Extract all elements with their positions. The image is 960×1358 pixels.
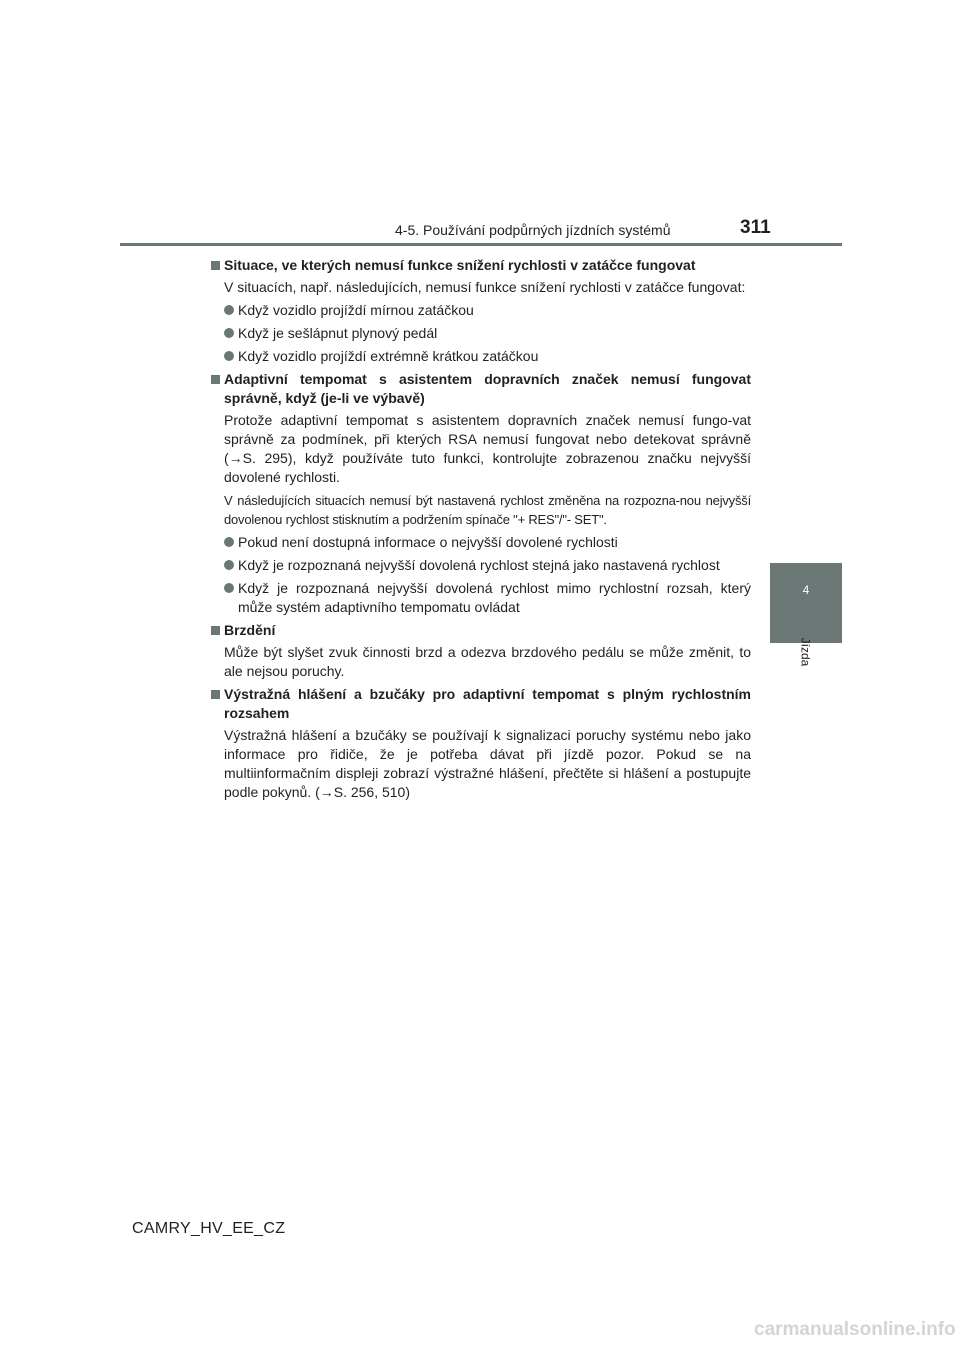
section-heading	[211, 685, 751, 723]
list-item	[211, 347, 751, 366]
chapter-label-text: Jízda	[798, 637, 812, 667]
section-heading	[211, 621, 751, 640]
chapter-number: 4	[802, 583, 810, 597]
list-item-text: Když je rozpoznaná nejvyšší dovolená rychlost mimo rychlostní rozsah, který může systém adaptivního tempomatu ovládat	[238, 580, 751, 615]
heading-text: Situace, ve kterých nemusí funkce snížení rychlosti v zatáčce fungovat	[224, 257, 696, 273]
list-item-text: Když je sešlápnut plynový pedál	[238, 325, 438, 341]
list-item	[211, 533, 751, 552]
list-item-text: Pokud není dostupná informace o nejvyšší dovolené rychlosti	[238, 534, 618, 550]
paragraph: V situacích, např. následujících, nemusí funkce snížení rychlosti v zatáčce fungovat:	[224, 279, 746, 295]
list-item	[211, 579, 751, 617]
bullet-dot-icon	[224, 305, 234, 315]
bullet-dot-icon	[224, 537, 234, 547]
paragraph: Protože adaptivní tempomat s asistentem dopravních značek nemusí fungo-vat správně za podmínek, při kterých RSA nemusí fungovat nebo detekovat správně (→S. 295), když používáte tuto funkci, kontrolujte zobrazenou značku nejvyšší dovolené rychlosti.	[224, 412, 751, 485]
section-title: 4-5. Používání podpůrných jízdních systémů	[395, 222, 671, 238]
footer-code: CAMRY_HV_EE_CZ	[132, 1220, 286, 1237]
heading-square-icon	[211, 626, 220, 635]
watermark: carmanualsonline.info	[754, 1319, 956, 1340]
main-content	[211, 252, 751, 802]
heading-square-icon	[211, 261, 220, 270]
list-item-text: Když je rozpoznaná nejvyšší dovolená rychlost stejná jako nastavená rychlost	[238, 557, 720, 573]
header-divider	[120, 243, 842, 246]
list-item-text: Když vozidlo projíždí extrémně krátkou zatáčkou	[238, 348, 539, 364]
heading-text: Brzdění	[224, 622, 276, 638]
bullet-dot-icon	[224, 560, 234, 570]
heading-text: Adaptivní tempomat s asistentem dopravních značek nemusí fungovat správně, když (je-li ve výbavě)	[224, 371, 751, 406]
chapter-tab	[770, 563, 842, 643]
page-number: 311	[740, 217, 771, 238]
section-heading	[211, 370, 751, 408]
heading-square-icon	[211, 690, 220, 699]
paragraph: Výstražná hlášení a bzučáky se používají k signalizaci poruchy systému nebo jako informace pro řidiče, že je potřeba dávat při jízdě pozor. Pokud se na multiinformačním displeji zobrazí výstražné hlášení, přečtěte si hlášení a postupujte podle pokynů. (→S. 256, 510)	[224, 727, 751, 800]
chapter-label	[795, 634, 815, 670]
bullet-dot-icon	[224, 328, 234, 338]
heading-text: Výstražná hlášení a bzučáky pro adaptivní tempomat s plným rychlostním rozsahem	[224, 686, 751, 721]
bullet-dot-icon	[224, 583, 234, 593]
paragraph: Může být slyšet zvuk činnosti brzd a odezva brzdového pedálu se může změnit, to ale nejsou poruchy.	[224, 644, 751, 679]
section-heading	[211, 256, 751, 275]
bullet-dot-icon	[224, 351, 234, 361]
list-item	[211, 301, 751, 320]
paragraph: V následujících situacích nemusí být nastavená rychlost změněna na rozpozna-nou nejvyšší dovolenou rychlost stisknutím a podržením spínače "+ RES"/"- SET".	[224, 493, 751, 527]
list-item	[211, 556, 751, 575]
list-item-text: Když vozidlo projíždí mírnou zatáčkou	[238, 302, 474, 318]
list-item	[211, 324, 751, 343]
heading-square-icon	[211, 375, 220, 384]
